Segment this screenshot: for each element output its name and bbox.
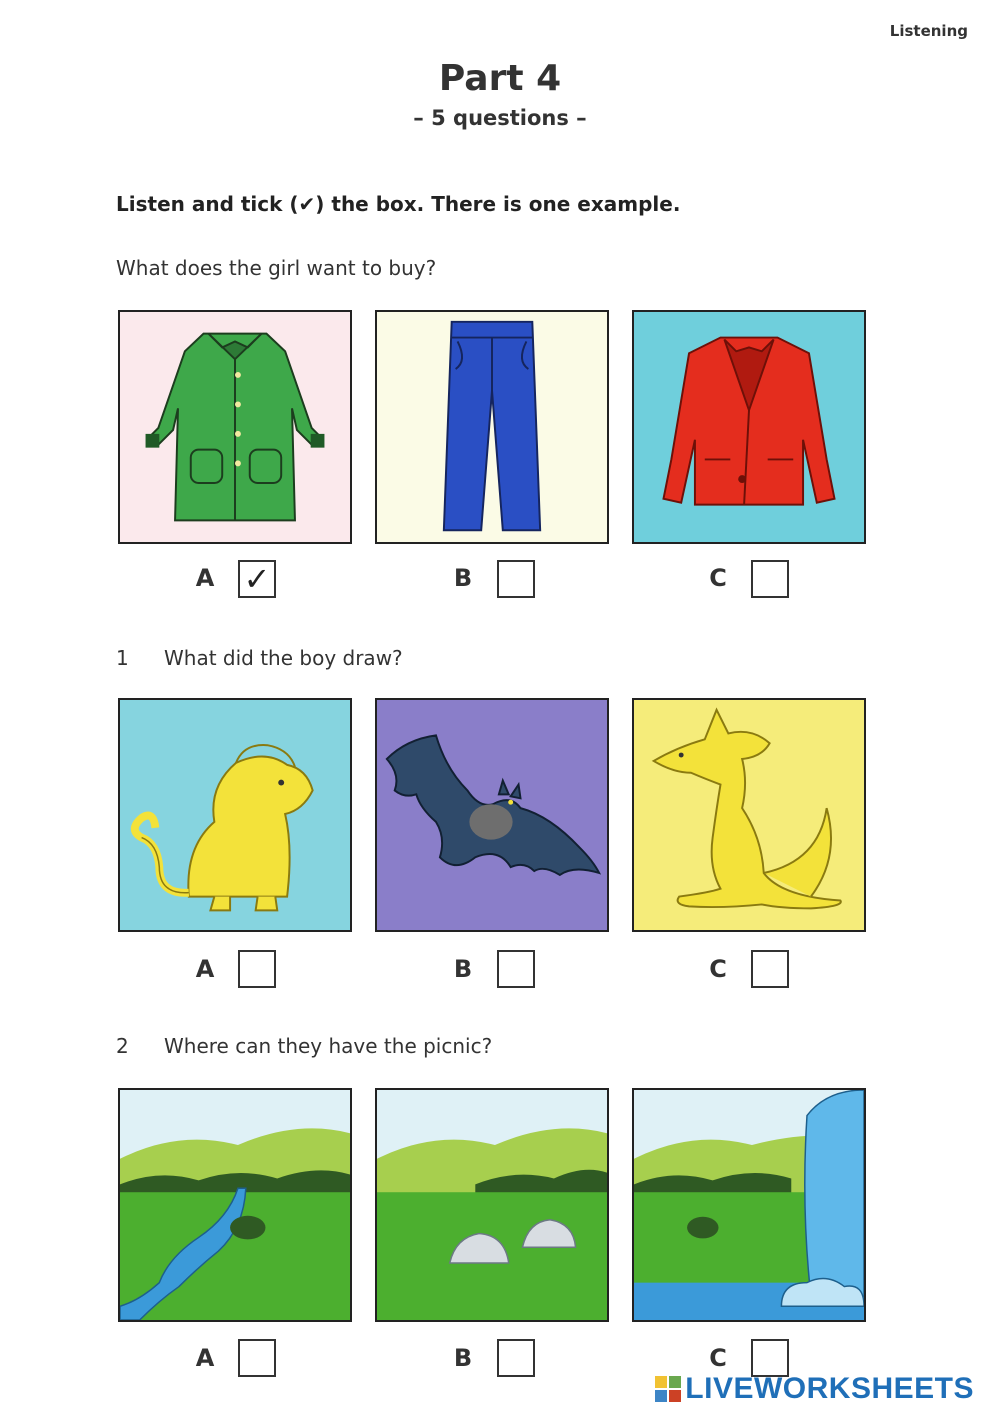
- question-1-option-a-letter: A: [195, 955, 215, 983]
- page-title: Part 4: [438, 58, 562, 99]
- question-1-option-b-letter: B: [453, 955, 473, 983]
- question-2-picture-c-waterfall: [632, 1088, 866, 1322]
- jacket-illustration: [634, 312, 864, 542]
- liveworksheets-logo[interactable]: [655, 1372, 974, 1406]
- example-option-c-letter: C: [709, 564, 727, 592]
- question-2-text: Where can they have the picnic?: [164, 1034, 493, 1058]
- trousers-illustration: [377, 312, 607, 542]
- example-option-b-tickbox[interactable]: [497, 560, 535, 598]
- question-1-text: What did the boy draw?: [164, 646, 403, 670]
- question-1-picture-c-kangaroo: [632, 698, 866, 932]
- example-option-b-letter: B: [453, 564, 473, 592]
- instruction-text: Listen and tick (✔) the box. There is one example.: [116, 192, 681, 216]
- coat-illustration: [120, 312, 350, 542]
- question-2-number: 2: [116, 1034, 129, 1058]
- example-option-a-letter: A: [195, 564, 215, 592]
- page-subtitle: – 5 questions –: [413, 106, 587, 130]
- question-1-picture-a-lion: [118, 698, 352, 932]
- section-label: Listening: [889, 22, 968, 40]
- lion-illustration: [120, 700, 350, 930]
- question-1-option-a-tickbox[interactable]: [238, 950, 276, 988]
- example-option-a-tickbox[interactable]: ✓: [238, 560, 276, 598]
- example-picture-b-blue-trousers: [375, 310, 609, 544]
- example-picture-a-green-coat: [118, 310, 352, 544]
- question-1-number: 1: [116, 646, 129, 670]
- question-1-option-c-tickbox[interactable]: [751, 950, 789, 988]
- question-2-option-b-letter: B: [453, 1344, 473, 1372]
- river-field-illustration: [120, 1090, 350, 1320]
- question-1-picture-b-bat: [375, 698, 609, 932]
- example-option-c-tickbox[interactable]: [751, 560, 789, 598]
- liveworksheets-brand: LIVEWORKSHEETS: [685, 1372, 974, 1405]
- question-1-option-c-letter: C: [709, 955, 727, 983]
- question-2-picture-b-rocks-in-field: [375, 1088, 609, 1322]
- question-2-option-a-tickbox[interactable]: [238, 1339, 276, 1377]
- question-2-picture-a-river-in-field: [118, 1088, 352, 1322]
- question-2-option-c-letter: C: [709, 1344, 727, 1372]
- example-picture-c-red-jacket: [632, 310, 866, 544]
- question-1-option-b-tickbox[interactable]: [497, 950, 535, 988]
- bat-illustration: [377, 700, 607, 930]
- question-2-option-b-tickbox[interactable]: [497, 1339, 535, 1377]
- rocks-field-illustration: [377, 1090, 607, 1320]
- example-question: What does the girl want to buy?: [116, 256, 437, 280]
- question-2-option-a-letter: A: [195, 1344, 215, 1372]
- waterfall-illustration: [634, 1090, 864, 1320]
- liveworksheets-logo-icon: [655, 1376, 681, 1402]
- kangaroo-illustration: [634, 700, 864, 930]
